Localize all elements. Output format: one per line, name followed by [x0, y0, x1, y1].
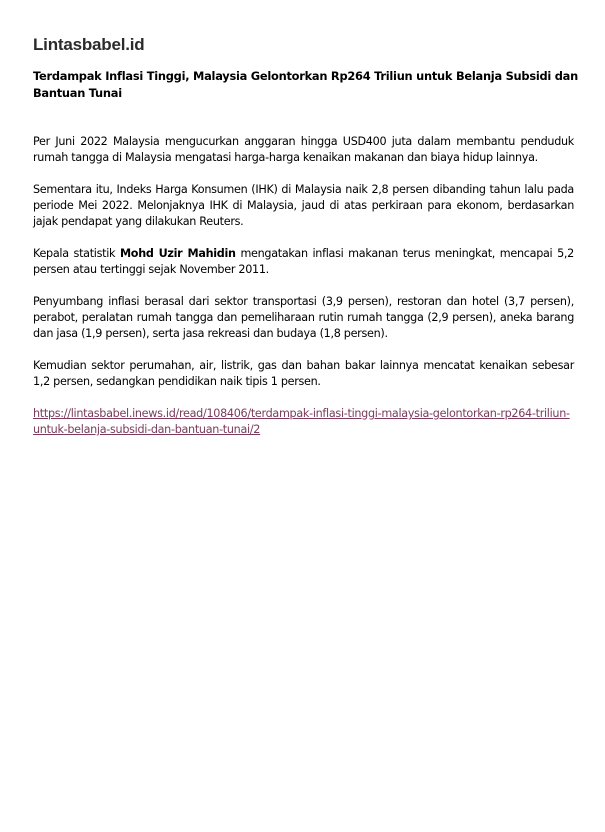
paragraph-statistician — [33, 246, 574, 278]
paragraph-cpi: Sementara itu, Indeks Harga Konsumen (IHK) di Malaysia naik 2,8 persen dibanding tahun lalu pada periode Mei 2022. Melonjaknya IHK di Malaysia, jaud di atas perkiraan para ekonom, berdasarkan jajak pendapat yang dilakukan Reuters. — [33, 183, 574, 228]
paragraph-contributors: Penyumbang inflasi berasal dari sektor transportasi (3,9 persen), restoran dan hotel (3,7 persen), perabot, peralatan rumah tangga dan pemeliharaan rutin rumah tangga (2,9 persen), aneka barang dan jasa (1,9 persen), serta jasa rekreasi dan budaya (1,8 persen). — [33, 295, 574, 340]
statistician-name: Mohd Uzir Mahidin — [119, 247, 236, 260]
site-logo: Lintasbabel.id — [33, 35, 145, 54]
paragraph-budget: Per Juni 2022 Malaysia mengucurkan anggaran hingga USD400 juta dalam membantu penduduk rumah tangga di Malaysia mengatasi harga-harga kenaikan makanan dan biaya hidup lainnya. — [33, 135, 574, 164]
source-link[interactable]: https://lintasbabel.inews.id/read/108406/terdampak-inflasi-tinggi-malaysia-gelontorkan-rp264-triliun-untuk-belanja-subsidi-dan-bantuan-tunai/2 — [33, 407, 570, 436]
statistician-statement: mengatakan inflasi makanan terus meningkat, mencapai 5,2 persen atau tertinggi sejak November 2011. — [33, 247, 575, 276]
statistician-intro: Kepala statistik — [33, 247, 120, 260]
paragraph-housing: Kemudian sektor perumahan, air, listrik, gas dan bahan bakar lainnya mencatat kenaikan sebesar 1,2 persen, sedangkan pendidikan naik tipis 1 persen. — [33, 359, 574, 388]
article-title: Terdampak Inflasi Tinggi, Malaysia Gelontorkan Rp264 Triliun untuk Belanja Subsidi dan Bantuan Tunai — [33, 69, 578, 100]
